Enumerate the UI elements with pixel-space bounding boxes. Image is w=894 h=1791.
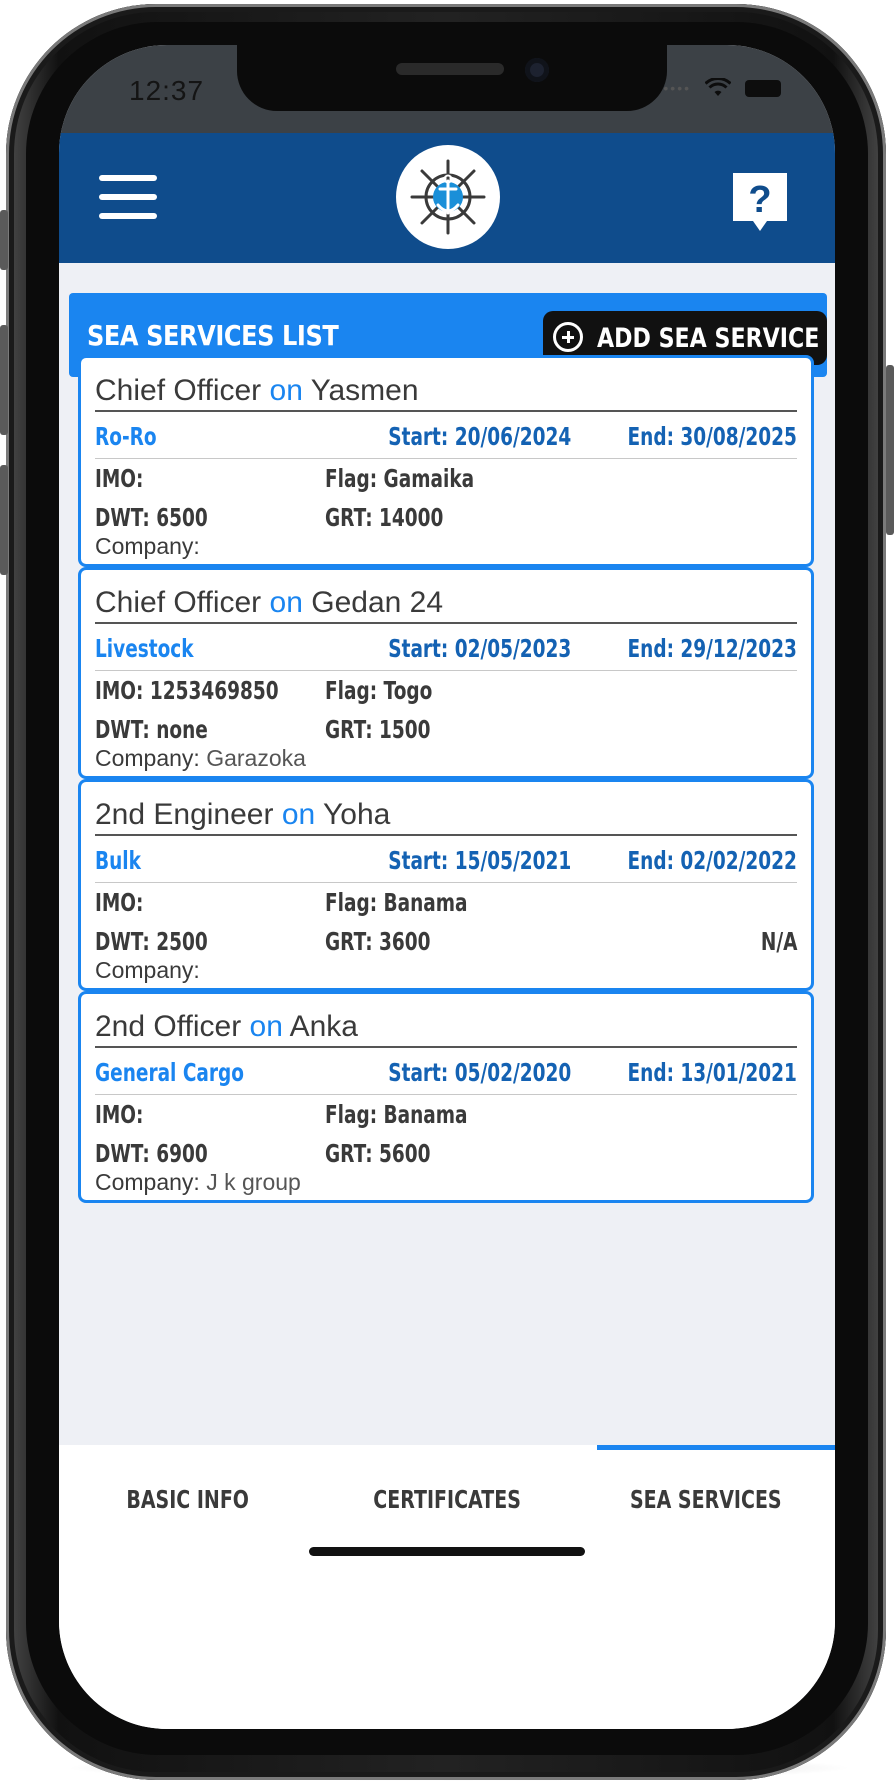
grt: GRT: 14000 — [325, 503, 444, 532]
grt: GRT: 5600 — [325, 1139, 431, 1168]
company-label: Company: — [95, 1169, 200, 1195]
end-date: End: 13/01/2021 — [627, 1058, 797, 1087]
app-header — [59, 133, 835, 263]
end-date: End: 29/12/2023 — [627, 634, 797, 663]
company-label: Company: — [95, 745, 200, 771]
tab-certificates[interactable] — [318, 1465, 576, 1535]
signal-dots-icon: •••• — [663, 80, 691, 96]
grt: GRT: 3600 — [325, 927, 431, 956]
rank: Chief Officer — [95, 586, 262, 619]
dwt: DWT: 2500 — [95, 927, 208, 956]
vessel-type: Bulk — [95, 846, 141, 875]
vessel-type: General Cargo — [95, 1058, 244, 1087]
imo-number: IMO: — [95, 888, 144, 917]
flag: Flag: Banama — [325, 1100, 468, 1129]
vessel-name: Anka — [289, 1010, 358, 1043]
dwt: DWT: 6500 — [95, 503, 208, 532]
company-label: Company: — [95, 533, 200, 559]
service-title — [95, 798, 390, 832]
flag: Flag: Togo — [325, 676, 433, 705]
flag: Flag: Banama — [325, 888, 468, 917]
company-label: Company: — [95, 957, 200, 983]
list-title: SEA SERVICES LIST — [87, 319, 339, 352]
notch — [237, 45, 667, 111]
title-divider — [95, 834, 797, 836]
extra-value: N/A — [760, 927, 797, 956]
plus-circle-icon — [553, 322, 583, 352]
tab-label: SEA SERVICES — [630, 1485, 782, 1514]
company-name: J k group — [206, 1169, 301, 1195]
sea-service-card[interactable] — [78, 779, 814, 991]
title-divider — [95, 410, 797, 412]
ship-wheel-anchor-logo — [396, 145, 500, 249]
speaker-grille — [396, 63, 504, 75]
service-title — [95, 1010, 358, 1044]
vessel-name: Yasmen — [310, 374, 419, 407]
vessel-name: Yoha — [323, 798, 391, 831]
active-tab-indicator — [597, 1445, 835, 1450]
volume-down-button — [0, 465, 8, 575]
rank: Chief Officer — [95, 374, 262, 407]
company-row — [95, 745, 306, 772]
company-name: Garazoka — [206, 745, 306, 771]
status-time: 12:37 — [129, 75, 205, 106]
wifi-icon — [705, 78, 731, 98]
rank: 2nd Engineer — [95, 798, 274, 831]
power-button — [886, 365, 894, 535]
end-date: End: 30/08/2025 — [627, 422, 797, 451]
tab-label: BASIC INFO — [126, 1485, 250, 1514]
tab-label: CERTIFICATES — [373, 1485, 521, 1514]
details-divider — [95, 1094, 797, 1095]
company-row — [95, 1169, 301, 1196]
vessel-type: Livestock — [95, 634, 194, 663]
start-date: Start: 15/05/2021 — [388, 846, 571, 875]
hamburger-menu-icon[interactable] — [99, 175, 157, 219]
help-question-icon[interactable] — [731, 171, 789, 233]
flag: Flag: Gamaika — [325, 464, 475, 493]
imo-number: IMO: 1253469850 — [95, 676, 279, 705]
on-connector: on — [269, 586, 303, 619]
on-connector: on — [249, 1010, 283, 1043]
home-indicator[interactable] — [309, 1547, 585, 1556]
svg-text:?: ? — [748, 179, 772, 221]
start-date: Start: 20/06/2024 — [388, 422, 571, 451]
grt: GRT: 1500 — [325, 715, 431, 744]
bottom-tab-bar — [59, 1445, 835, 1729]
vessel-name: Gedan 24 — [311, 586, 444, 619]
title-divider — [95, 1046, 797, 1048]
dwt: DWT: 6900 — [95, 1139, 208, 1168]
title-divider — [95, 622, 797, 624]
company-row — [95, 533, 200, 560]
sea-service-card[interactable] — [78, 355, 814, 567]
tab-sea-services[interactable] — [577, 1465, 835, 1535]
start-date: Start: 05/02/2020 — [388, 1058, 571, 1087]
volume-up-button — [0, 325, 8, 435]
imo-number: IMO: — [95, 1100, 144, 1129]
sea-service-card[interactable] — [78, 567, 814, 779]
dwt: DWT: none — [95, 715, 208, 744]
service-title — [95, 374, 419, 408]
details-divider — [95, 882, 797, 883]
company-row — [95, 957, 200, 984]
details-divider — [95, 458, 797, 459]
mute-switch — [0, 210, 8, 270]
end-date: End: 02/02/2022 — [627, 846, 797, 875]
add-sea-service-label: ADD SEA SERVICE — [597, 323, 820, 354]
service-title — [95, 586, 443, 620]
on-connector: on — [281, 798, 316, 831]
front-camera — [525, 58, 549, 82]
start-date: Start: 02/05/2023 — [388, 634, 571, 663]
on-connector: on — [269, 374, 303, 407]
tab-basic-info[interactable] — [59, 1465, 317, 1535]
imo-number: IMO: — [95, 464, 144, 493]
status-icons — [663, 78, 781, 98]
vessel-type: Ro-Ro — [95, 422, 157, 451]
status-bar — [59, 45, 835, 133]
rank: 2nd Officer — [95, 1010, 242, 1043]
battery-icon — [745, 80, 781, 97]
details-divider — [95, 670, 797, 671]
phone-screen — [59, 45, 835, 1729]
sea-service-card[interactable] — [78, 991, 814, 1203]
